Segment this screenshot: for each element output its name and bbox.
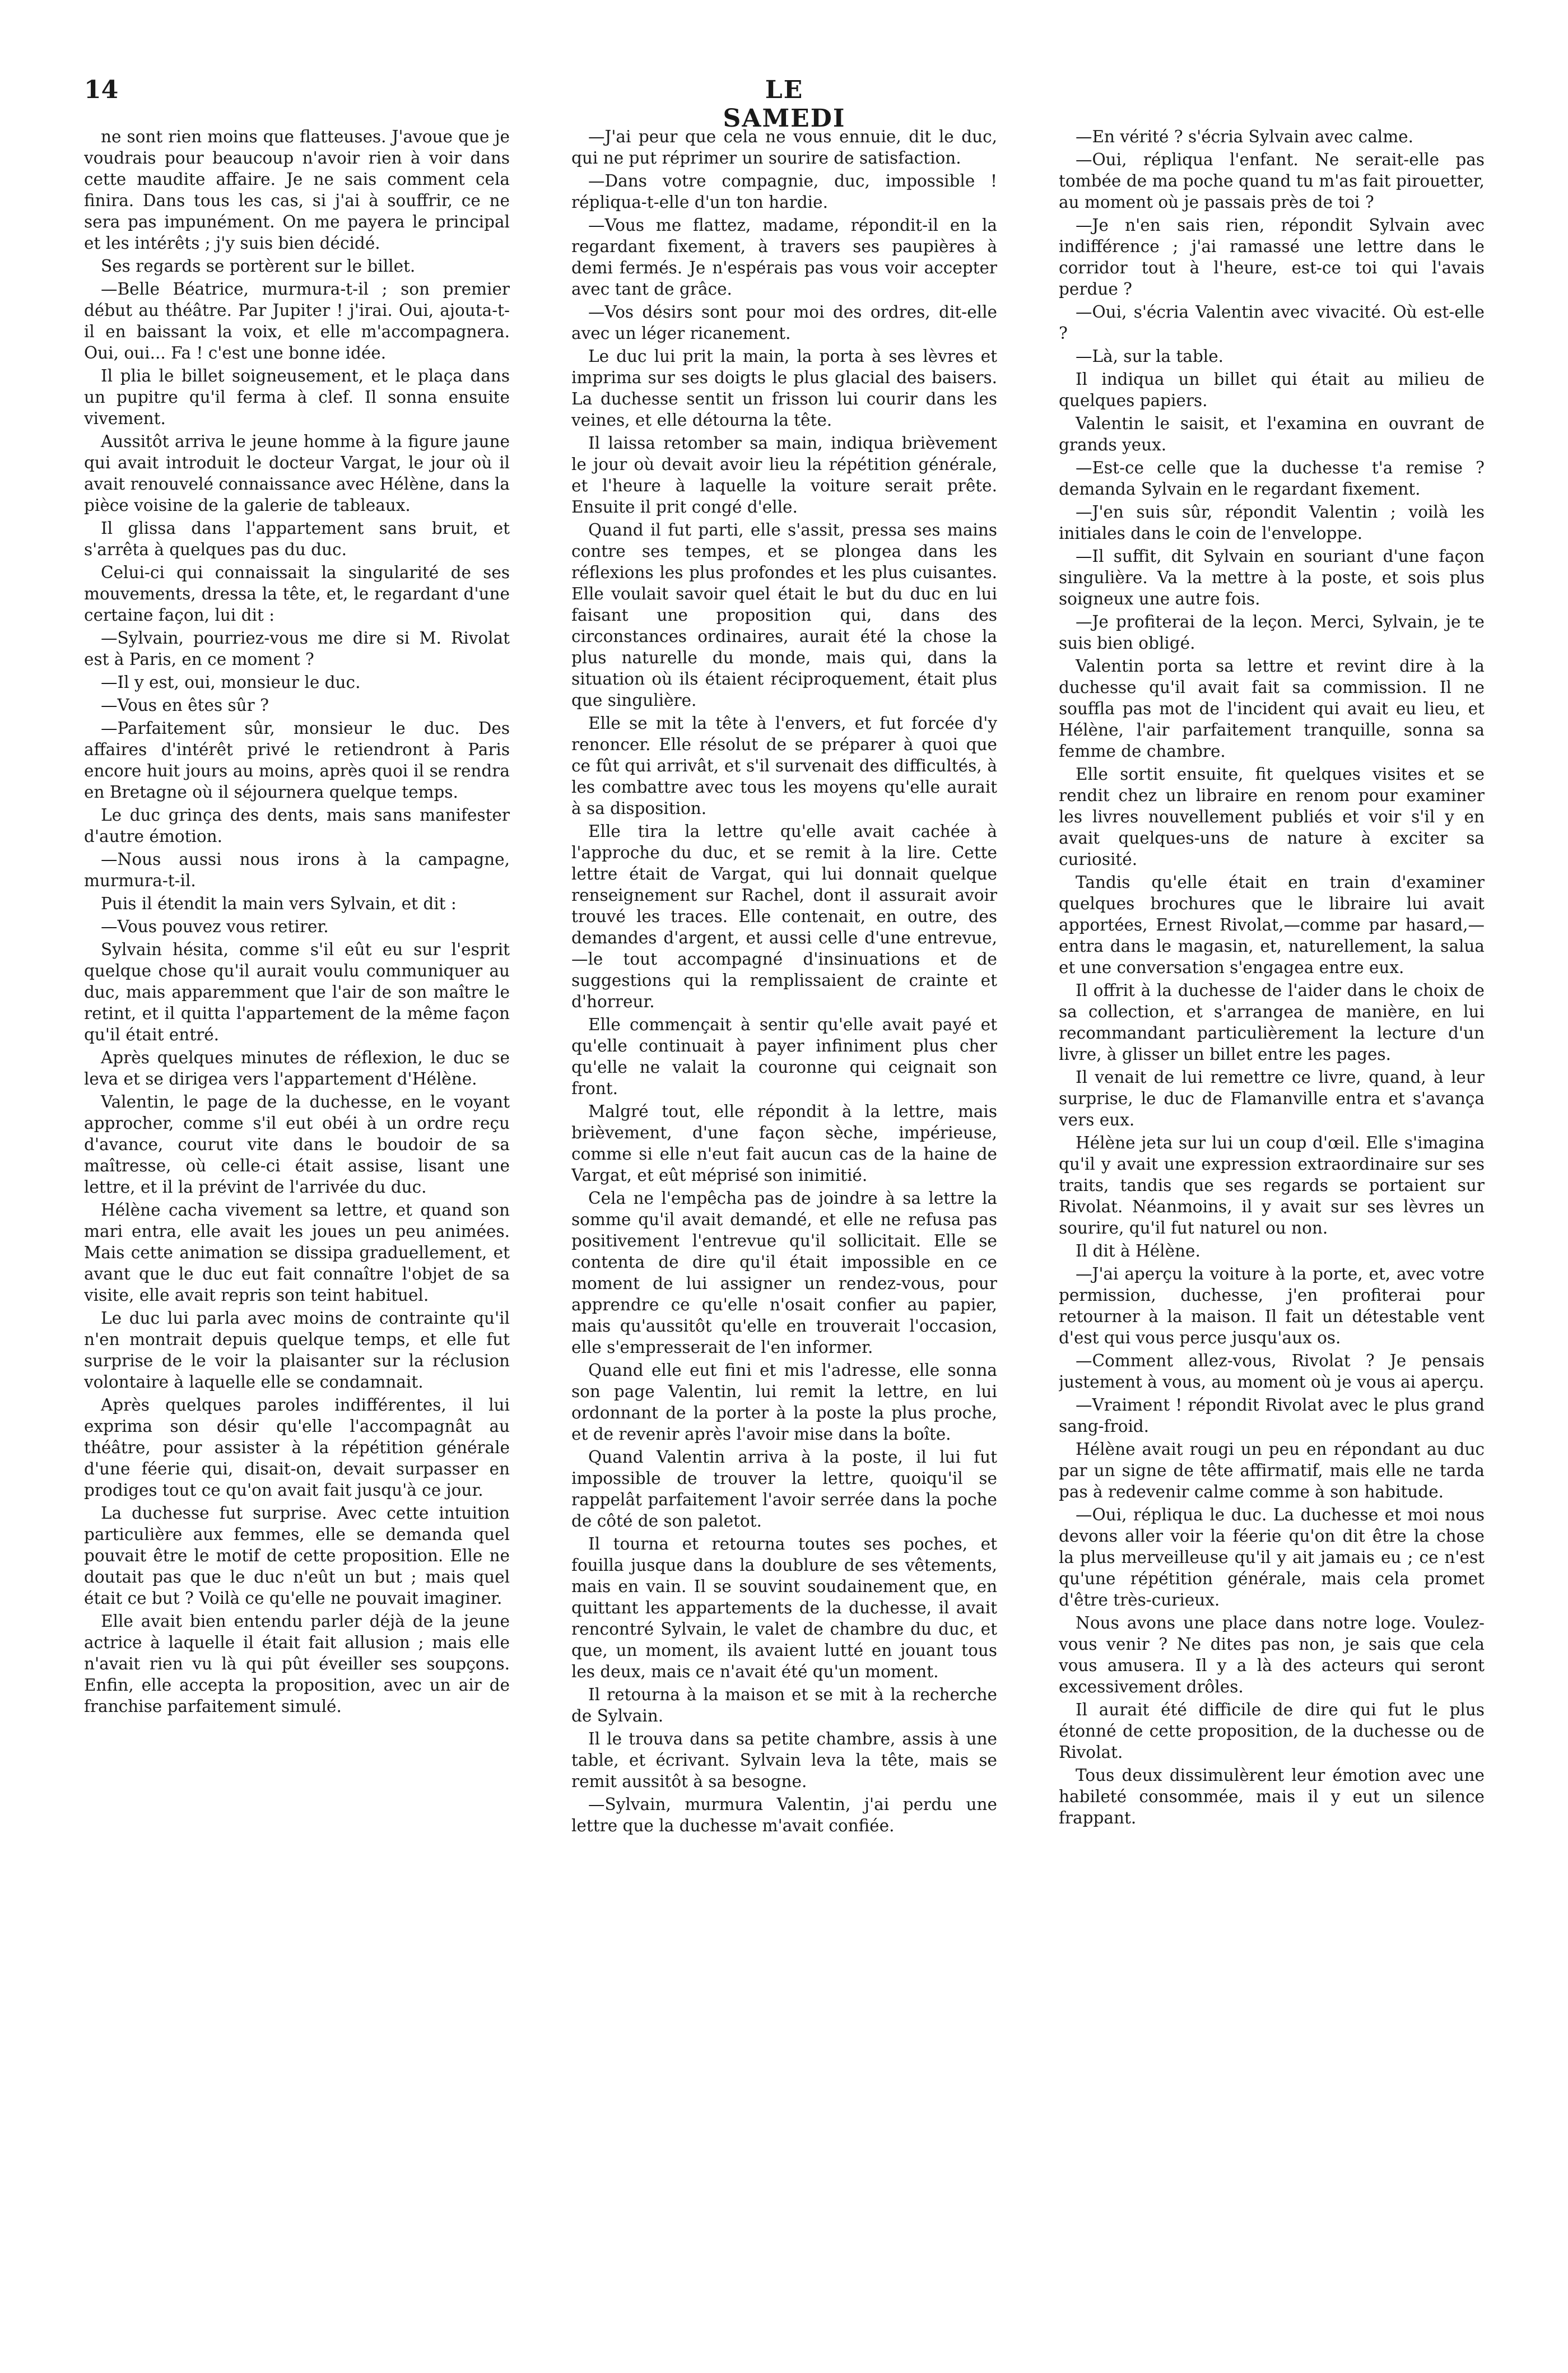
paragraph: Elle tira la lettre qu'elle avait cachée à l'approche du duc, et se remit à la lire. Cette lettre était de Vargat, qui lui donnait quelque renseignement sur Rachel, dont il assurait avoir trouvé les traces. Elle contenait, en outre, des demandes d'argent, et aussi celle d'une entrevue,—le tout accompagné d'insinuations et de suggestions qui la remplissaient de crainte et d'horreur. [571, 822, 997, 1011]
paragraph: Hélène jeta sur lui un coup d'œil. Elle s'imagina qu'il y avait une expression extraordinaire sur ses traits, tandis que ses regards se portaient sur Rivolat. Néanmoins, il y avait sur ses lèvres un sourire, qu'il fut naturel ou non. [1059, 1133, 1485, 1237]
paragraph: Elle commençait à sentir qu'elle avait payé et qu'elle continuait à payer infiniment plus cher qu'elle ne valait la couronne qui ceignait son front. [571, 1015, 997, 1098]
paragraph: Celui-ci qui connaissait la singularité de ses mouvements, dressa la tête, et, le regardant d'une certaine façon, lui dit : [84, 563, 510, 625]
paragraph: Tous deux dissimulèrent leur émotion avec une habileté consommée, mais il y eut un silence frappant. [1059, 1766, 1485, 1827]
paragraph: Quand il fut parti, elle s'assit, pressa ses mains contre ses tempes, et se plongea dans les réflexions les plus profondes et les plus cuisantes. Elle voulait savoir quel était le but du duc en lui faisant une proposition qui, dans des circonstances ordinaires, aurait été la chose la plus naturelle du monde, mais qui, dans la situation où ils étaient réciproquement, était plus que singulière. [571, 520, 997, 710]
paragraph: Valentin, le page de la duchesse, en le voyant approcher, comme s'il eut obéi à un ordre reçu d'avance, courut vite dans le boudoir de sa maîtresse, où celle-ci était assise, lisant une lettre, et il la prévint de l'arrivée du duc. [84, 1092, 510, 1197]
paragraph: Aussitôt arriva le jeune homme à la figure jaune qui avait introduit le docteur Vargat, le jour où il avait renouvelé connaissance avec Hélène, dans la pièce voisine de la galerie de tableaux. [84, 432, 510, 515]
paragraph: —Là, sur la table. [1076, 347, 1224, 366]
paragraph: Il indiqua un billet qui était au milieu de quelques papiers. [1059, 370, 1485, 410]
paragraph: Hélène avait rougi un peu en répondant au duc par un signe de tête affirmatif, mais elle ne tarda pas à redevenir calme comme à son habitude. [1059, 1440, 1485, 1501]
column-1 [84, 126, 510, 2339]
paragraph: —Oui, s'écria Valentin avec vivacité. Où est-elle ? [1059, 303, 1485, 343]
paragraph: Hélène cacha vivement sa lettre, et quand son mari entra, elle avait les joues un peu animées. Mais cette animation se dissipa graduellement, et avant que le duc eut fait connaître l'objet de sa visite, elle avait repris son teint habituel. [84, 1201, 510, 1305]
page-number: 14 [84, 76, 119, 104]
paragraph: —Belle Béatrice, murmura-t-il ; son premier début au théâtre. Par Jupiter ! j'irai. Oui, ajouta-t-il en baissant la voix, et elle m'accompagnera. Oui, oui... Fa ! c'est une bonne idée. [84, 280, 510, 362]
paragraph: Quand elle eut fini et mis l'adresse, elle sonna son page Valentin, lui remit la lettre, en lui ordonnant de la porter à la poste la plus proche, et de revenir après l'avoir mise dans la boîte. [571, 1361, 997, 1444]
paragraph: Il le trouva dans sa petite chambre, assis à une table, et écrivant. Sylvain leva la tête, mais se remit aussitôt à sa besogne. [571, 1729, 997, 1791]
paragraph: La duchesse fut surprise. Avec cette intuition particulière aux femmes, elle se demanda quel pouvait être le motif de cette proposition. Elle ne doutait pas que le duc n'eût un but ; mais quel était ce but ? Voilà ce qu'elle ne pouvait imaginer. [84, 1504, 510, 1608]
paragraph: —En vérité ? s'écria Sylvain avec calme. [1076, 127, 1414, 146]
paragraph: Il venait de lui remettre ce livre, quand, à leur surprise, le duc de Flamanville entra et s'avança vers eux. [1059, 1068, 1485, 1129]
paragraph: —J'en suis sûr, répondit Valentin ; voilà les initiales dans le coin de l'enveloppe. [1059, 502, 1485, 543]
paragraph: Il dit à Hélène. [1076, 1241, 1201, 1260]
paragraph: Quand Valentin arriva à la poste, il lui fut impossible de trouver la lettre, quoiqu'il se rappelât parfaitement l'avoir serrée dans la poche de côté de son paletot. [571, 1448, 997, 1530]
paragraph: Il tourna et retourna toutes ses poches, et fouilla jusque dans la doublure de ses vêtements, mais en vain. Il se souvint soudainement que, en quittant les appartements de la duchesse, il avait rencontré Sylvain, le valet de chambre du duc, et que, un moment, ils avaient lutté en jouant tous les deux, mais ce n'avait été qu'un moment. [571, 1534, 997, 1681]
paragraph: —Sylvain, pourriez-vous me dire si M. Rivolat est à Paris, en ce moment ? [84, 629, 510, 669]
page-header [84, 62, 1485, 133]
paragraph: —Sylvain, murmura Valentin, j'ai perdu une lettre que la duchesse m'avait confiée. [571, 1795, 997, 1835]
paragraph: Il laissa retomber sa main, indiqua brièvement le jour où devait avoir lieu la répétition générale, et l'heure à laquelle la voiture serait prête. Ensuite il prit congé d'elle. [571, 434, 997, 517]
paragraph: Sylvain hésita, comme s'il eût eu sur l'esprit quelque chose qu'il aurait voulu communiquer au duc, mais apparemment que l'air de son maître le retint, et il quitta l'appartement de la même façon qu'il était entré. [84, 940, 510, 1044]
paragraph: —Vous me flattez, madame, répondit-il en la regardant fixement, à travers ses paupières à demi fermés. Je n'espérais pas vous voir accepter avec tant de grâce. [571, 216, 997, 299]
paragraph: —Il suffit, dit Sylvain en souriant d'une façon singulière. Va la mettre à la poste, et sois plus soigneux une autre fois. [1059, 547, 1485, 608]
paragraph: Après quelques minutes de réflexion, le duc se leva et se dirigea vers l'appartement d'Hélène. [84, 1048, 510, 1088]
paragraph: Malgré tout, elle répondit à la lettre, mais brièvement, d'une façon sèche, impérieuse, comme si elle n'eut fait aucun cas de la haine de Vargat, et eût méprisé son inimitié. [571, 1102, 997, 1185]
paragraph: Le duc grinça des dents, mais sans manifester d'autre émotion. [84, 806, 510, 846]
paragraph: —Dans votre compagnie, duc, impossible ! répliqua-t-elle d'un ton hardie. [571, 171, 997, 212]
paragraph: Il retourna à la maison et se mit à la recherche de Sylvain. [571, 1685, 997, 1725]
paragraph: Elle se mit la tête à l'envers, et fut forcée d'y renoncer. Elle résolut de se préparer à quoi que ce fût qui arrivât, et s'il survenait des difficultés, à les combattre avec tous les moyens qu'elle aurait à sa disposition. [571, 714, 997, 818]
paragraph: —Nous aussi nous irons à la campagne, murmura-t-il. [84, 850, 510, 890]
paragraph: Elle sortit ensuite, fit quelques visites et se rendit chez un libraire en renom pour examiner les livres nouvellement publiés et voir s'il y en avait quelques-uns de nature à exciter sa curiosité. [1059, 765, 1485, 869]
paragraph: Il plia le billet soigneusement, et le plaça dans un pupitre qu'il ferma à clef. Il sonna ensuite vivement. [84, 366, 510, 428]
paragraph: Valentin porta sa lettre et revint dire à la duchesse qu'il avait fait sa commission. Il ne souffla pas mot de l'incident qui avait eu lieu, et Hélène, l'air parfaitement tranquille, sonna sa femme de chambre. [1059, 657, 1485, 761]
paragraph: Nous avons une place dans notre loge. Voulez-vous venir ? Ne dites pas non, je sais que cela vous amusera. Il y a là des acteurs qui seront excessivement drôles. [1059, 1613, 1485, 1696]
paragraph: Il glissa dans l'appartement sans bruit, et s'arrêta à quelques pas du duc. [84, 519, 510, 559]
column-3 [1059, 126, 1485, 2339]
paragraph: —Vous en êtes sûr ? [101, 696, 269, 715]
paragraph: Puis il étendit la main vers Sylvain, et dit : [101, 894, 457, 913]
paragraph: —Vos désirs sont pour moi des ordres, dit-elle avec un léger ricanement. [571, 303, 997, 343]
paragraph: Ses regards se portèrent sur le billet. [101, 257, 416, 276]
journal-title: LE SAMEDI [723, 76, 846, 133]
paragraph: Valentin le saisit, et l'examina en ouvrant de grands yeux. [1059, 414, 1485, 454]
paragraph: —Comment allez-vous, Rivolat ? Je pensais justement à vous, au moment où je vous ai aperçu. [1059, 1351, 1485, 1392]
column-2 [571, 126, 997, 2339]
paragraph: —Vraiment ! répondit Rivolat avec le plus grand sang-froid. [1059, 1395, 1485, 1436]
paragraph: Le duc lui parla avec moins de contrainte qu'il n'en montrait depuis quelque temps, et elle fut surprise de le voir la plaisanter sur la réclusion volontaire à laquelle elle se condamnait. [84, 1309, 510, 1392]
paragraph: —Je profiterai de la leçon. Merci, Sylvain, je te suis bien obligé. [1059, 612, 1485, 653]
paragraph: Il offrit à la duchesse de l'aider dans le choix de sa collection, et s'arrangea de manière, en lui recommandant particulièrement la lecture d'un livre, à glisser un billet entre les pages. [1059, 981, 1485, 1064]
paragraph: —Vous pouvez vous retirer. [101, 917, 329, 936]
paragraph: ne sont rien moins que flatteuses. J'avoue que je voudrais pour beaucoup n'avoir rien à voir dans cette maudite affaire. Je ne sais comment cela finira. Dans tous les cas, si j'ai à souffrir, ce ne sera pas impunément. On me payera le principal et les intérêts ; j'y suis bien décidé. [84, 127, 510, 253]
paragraph: —Est-ce celle que la duchesse t'a remise ? demanda Sylvain en le regardant fixement. [1059, 458, 1485, 499]
paragraph: Le duc lui prit la main, la porta à ses lèvres et imprima sur ses doigts le plus glacial des baisers. La duchesse sentit un frisson lui courir dans les veines, et elle détourna la tête. [571, 347, 997, 430]
paragraph: Il aurait été difficile de dire qui fut le plus étonné de cette proposition, de la duchesse ou de Rivolat. [1059, 1700, 1485, 1762]
paragraph: —Oui, répliqua l'enfant. Ne serait-elle pas tombée de ma poche quand tu m'as fait pirouetter, au moment où je passais près de toi ? [1059, 150, 1485, 212]
paragraph: —Oui, répliqua le duc. La duchesse et moi nous devons aller voir la féerie qu'on dit être la chose la plus merveilleuse qu'il y ait jamais eu ; ce n'est qu'une répétition générale, mais cela promet d'être très-curieux. [1059, 1505, 1485, 1609]
paragraph: Après quelques paroles indifférentes, il lui exprima son désir qu'elle l'accompagnât au théâtre, pour assister à la répétition générale d'une féerie qui, disait-on, devait surpasser en prodiges tout ce qu'on avait fait jusqu'à ce jour. [84, 1395, 510, 1500]
paragraph: —J'ai aperçu la voiture à la porte, et, avec votre permission, duchesse, j'en profiterai pour retourner à la maison. Il fait un détestable vent d'est qui vous perce jusqu'aux os. [1059, 1264, 1485, 1347]
paragraph: Elle avait bien entendu parler déjà de la jeune actrice à laquelle il était fait allusion ; mais elle n'avait rien vu là qui pût éveiller ses soupçons. Enfin, elle accepta la proposition, avec un air de franchise parfaitement simulé. [84, 1612, 510, 1716]
paragraph: —J'ai peur que cela ne vous ennuie, dit le duc, qui ne put réprimer un sourire de satisfaction. [571, 127, 997, 167]
paragraph: Tandis qu'elle était en train d'examiner quelques brochures que le libraire lui avait apportées, Ernest Rivolat,—comme par hasard,—entra dans le magasin, et, naturellement, la salua et une conversation s'engagea entre eux. [1059, 873, 1485, 977]
paragraph: —Il y est, oui, monsieur le duc. [101, 673, 361, 692]
paragraph: —Je n'en sais rien, répondit Sylvain avec indifférence ; j'ai ramassé une lettre dans le corridor tout à l'heure, est-ce toi qui l'avais perdue ? [1059, 216, 1485, 299]
paragraph: —Parfaitement sûr, monsieur le duc. Des affaires d'intérêt privé le retiendront à Paris encore huit jours au moins, après quoi il se rendra en Bretagne où il séjournera quelque temps. [84, 719, 510, 802]
paragraph: Cela ne l'empêcha pas de joindre à sa lettre la somme qu'il avait demandé, et elle ne refusa pas positivement l'entrevue qu'il sollicitait. Elle se contenta de dire qu'il était impossible en ce moment de lui assigner un rendez-vous, pour apprendre ce qu'elle n'osait confier au papier, mais qu'aussitôt qu'elle en trouverait l'occasion, elle s'empresserait de l'en informer. [571, 1189, 997, 1357]
text-columns [84, 126, 1485, 2339]
